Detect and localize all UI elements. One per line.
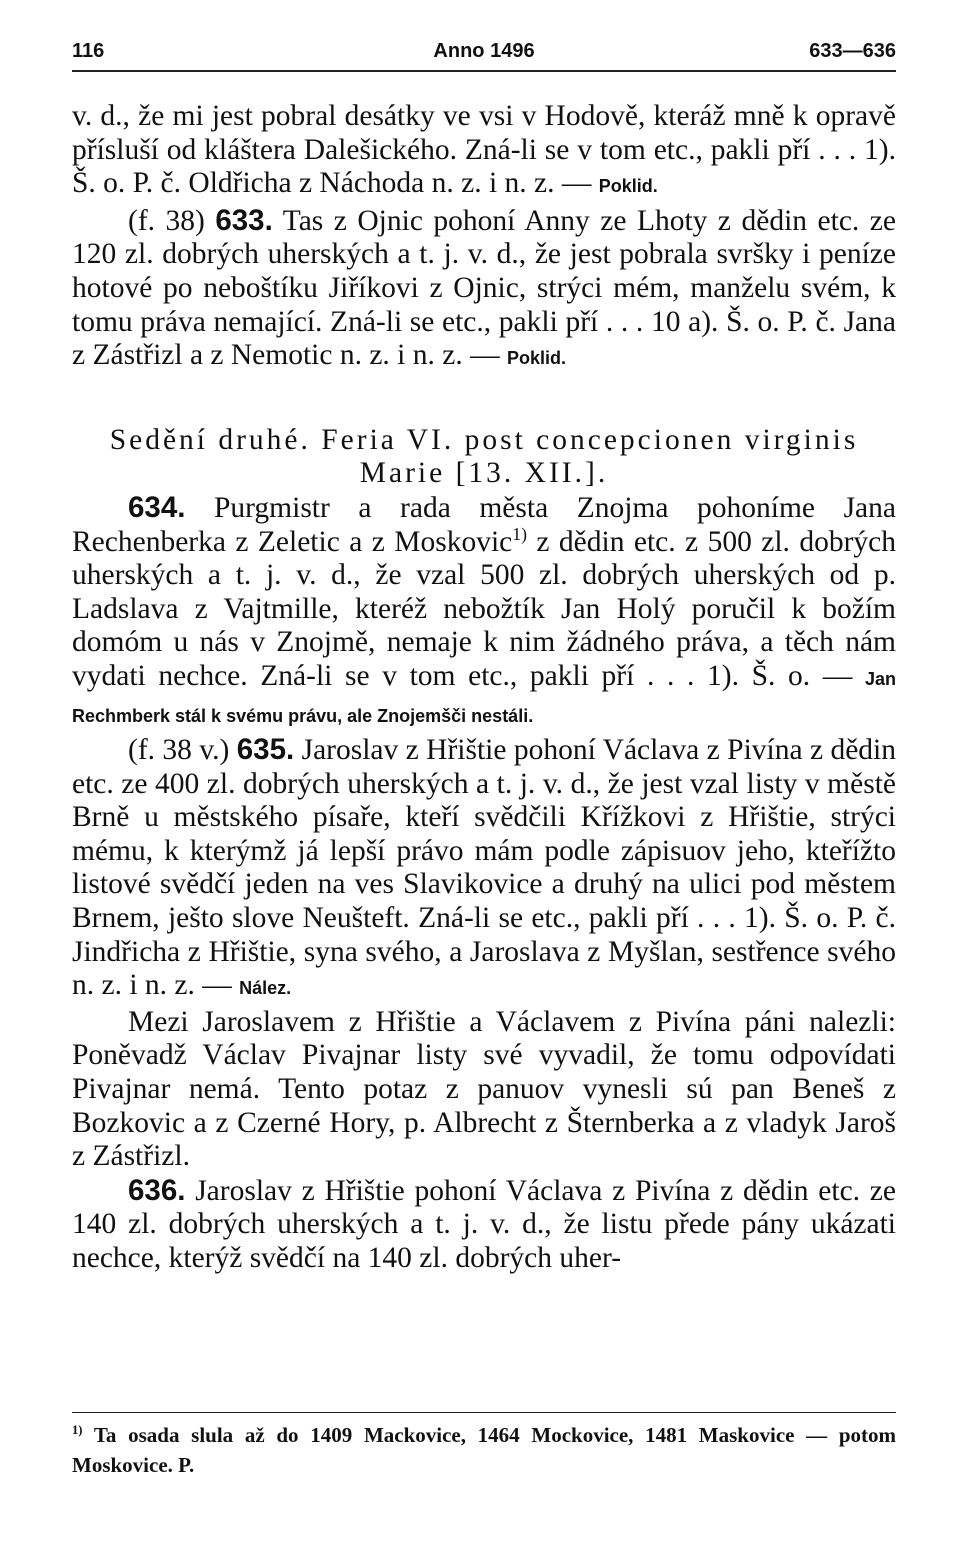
running-header	[72, 38, 896, 68]
footnote	[72, 1420, 896, 1480]
footnote-ref: 1)	[512, 523, 527, 544]
paragraph-continuation: v. d., že mi jest pobral desátky ve vsi v Hodově, kteráž mně k opravě přísluší od kláštera Dalešického. Zná-li se v tom etc., pakli pří . . . 1). Š. o. P. č. Oldřicha z Náchoda n. z. i n. z. — Poklid.	[72, 100, 896, 200]
main-text	[72, 100, 896, 1276]
footnote-marker: 1)	[72, 1423, 83, 1437]
header-entry-range: 633—636	[809, 40, 896, 62]
header-year: Anno 1496	[433, 40, 535, 62]
session-heading: Sedění druhé. Feria VI. post concepcionen virginis Marie [13. XII.].	[109, 423, 859, 490]
entry-number: 633.	[215, 203, 273, 237]
entry-number: 634.	[128, 490, 186, 524]
entry-634: 634. Purgmistr a rada města Znojma pohoníme Jana Rechenberka z Zeletic a z Moskovic$^{1)}$ z dědin etc. z 500 zl. dobrých uherských a t. j. v. d., že vzal 500 zl. dobrých uherských od p. Ladslava z Vajtmille, kteréž nebožtík Jan Holý poručil k božím domóm u nás v Znojmě, nemaje k nim žádného práva, a těch nám vydati nechce. Zná-li se v tom etc., pakli pří . . . 1). Š. o. — Jan Rechmberk stál k svému právu, ale Znojemšči nestáli.	[72, 490, 896, 726]
verdict-label: Poklid.	[598, 176, 658, 197]
finding-text: Mezi Jaroslavem z Hřištie a Václavem z Pivína páni nalezli: Poněvadž Václav Pivajnar listy své vyvadil, že tomu odpovídati Pivajnar nemá. Tento potaz z panuov vynesli sú pan Beneš z Bozkovic a z Czerné Hory, p. Albrecht z Šternberka a z vladyk Jaroš z Zástřizl.	[72, 1005, 896, 1173]
verdict-label: Poklid.	[506, 348, 566, 369]
entry-633: (f. 38) 633. Tas z Ojnic pohoní Anny ze Lhoty z dědin etc. ze 120 zl. dobrých uherských a t. j. v. d., že jest pobrala svršky i peníze hotové po neboštíku Jiříkovi z Ojnic, strýci mém, manželu svém, k tomu práva nemající. Zná-li se etc., pakli pří . . . 10 a). Š. o. P. č. Jana z Zástřizl a z Nemotic n. z. i n. z. — Poklid.	[72, 203, 896, 372]
entry-number: 636.	[128, 1173, 186, 1207]
page-number: 116	[72, 40, 105, 62]
verdict-label: Jan Rechmberk stál k svému právu, ale Znojemšči nestáli.	[72, 668, 896, 726]
header-rule	[72, 70, 896, 72]
footnote-rule	[72, 1412, 896, 1413]
document-page	[72, 0, 896, 1553]
entry-635: (f. 38 v.) 635. Jaroslav z Hřištie pohoní Václava z Pivína z dědin etc. ze 400 zl. dobrých uherských a t. j. v. d., že jest vzal listy v městě Brně u městského písaře, kteří svědčili Křížkovi z Hřištie, strýci mému, k kterýmž já lepší právo mám podle zápisuov jeho, kteřížto listové svědčí jeden na ves Slavikovice a druhý na ulici pod městem Brnem, ješto slove Neušteft. Zná-li se etc., pakli pří . . . 1). Š. o. P. č. Jindřicha z Hřištie, syna svého, a Jaroslava z Myšlan, sestřence svého n. z. i n. z. — Nález.	[72, 733, 896, 1002]
entry-636: 636. Jaroslav z Hřištie pohoní Václava z Pivína z dědin etc. ze 140 zl. dobrých uherských a t. j. v. d., že listu přede pány ukázati nechce, kterýž svědčí na 140 zl. dobrých uher-	[72, 1173, 896, 1274]
footnote-text: Ta osada slula až do 1409 Mackovice, 1464 Mockovice, 1481 Maskovice — potom Moskovice. P.	[72, 1423, 897, 1477]
entry-number: 635.	[236, 733, 295, 767]
verdict-label: Nález.	[239, 978, 292, 999]
